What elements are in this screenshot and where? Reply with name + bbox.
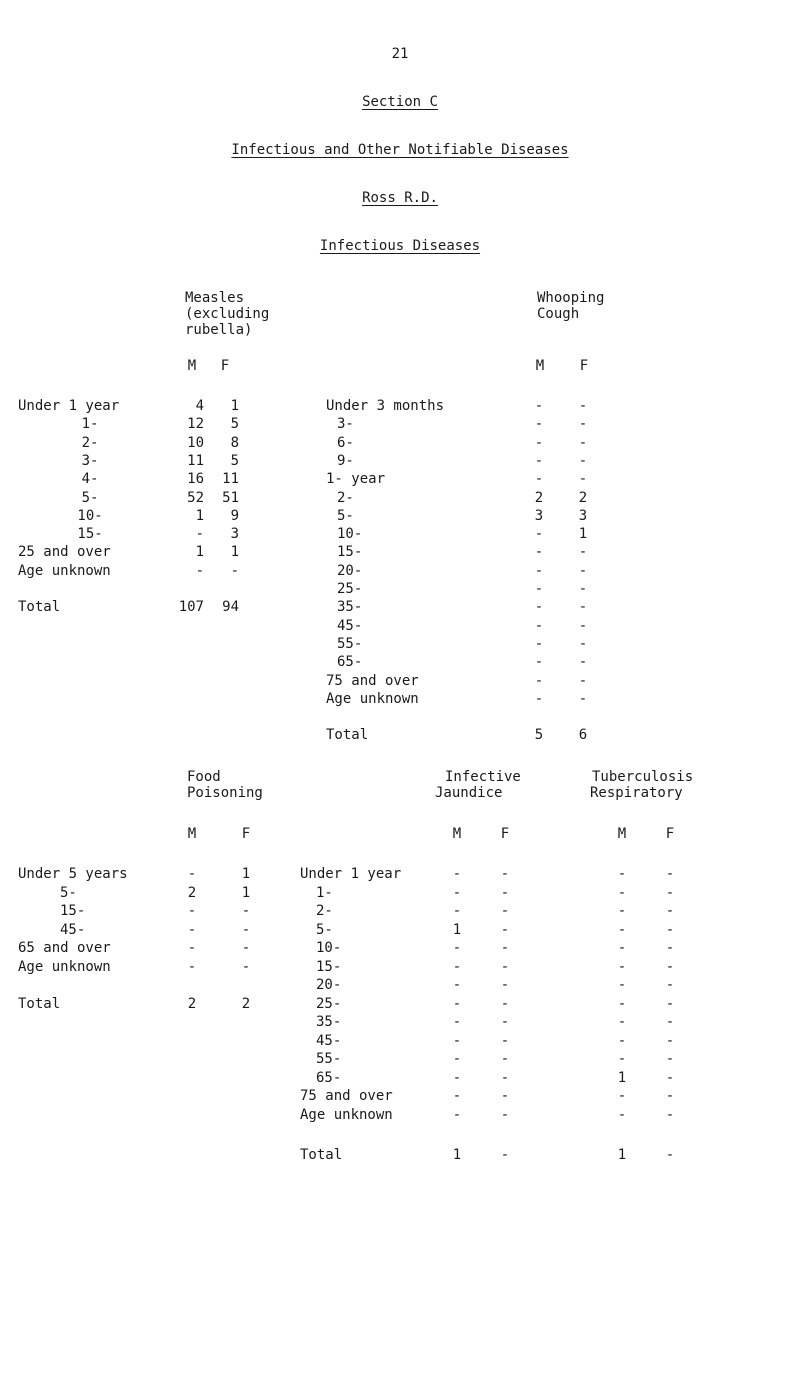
whooping-age-label: 10- [337,526,363,543]
measles-total-label: Total [18,599,61,616]
food-col-f: F [241,826,251,842]
jaundice-age-label: 65- [316,1069,342,1086]
tb-col-f: F [665,826,675,842]
food-age-label: 15- [60,903,86,919]
measles-f-value: 5 [230,416,239,433]
page-number: 21 [391,46,409,62]
measles-age-label: 15- [77,526,103,543]
tb-m-value: 1 [617,1069,627,1086]
whooping-row [0,508,800,526]
whooping-m-value: - [534,617,544,634]
whooping-age-label: 75 and over [326,672,419,689]
tb-m-value: - [617,1106,627,1123]
district-title: Ross R.D. [362,190,438,206]
tb-m-value: - [617,958,627,975]
jaundice-age-label: 45- [316,1032,342,1049]
jaundice-total-row [0,1147,800,1165]
jaundice-m-value: 1 [452,921,462,938]
whooping-age-label: 25- [337,581,363,597]
whooping-row [0,526,800,544]
jaundice-total-f: - [500,1146,510,1163]
tb-f-value: - [665,866,675,882]
measles-f-value: 51 [222,489,239,506]
measles-age-label: 10- [77,507,103,524]
jaundice-age-label: 35- [316,1014,342,1030]
food-col-m: M [187,826,197,842]
whooping-age-label: 1- year [326,471,386,488]
jaundice-total-m: 1 [452,1146,462,1163]
tb-f-value: - [665,940,675,956]
food-f-value: 1 [241,884,251,901]
food-age-label: 65 and over [18,940,111,956]
tb-f-value: - [665,977,675,993]
whooping-age-label: Under 3 months [326,398,445,414]
food-f-value: - [241,921,251,938]
whooping-m-value: - [534,690,544,707]
whooping-f-value: - [578,416,588,433]
tb-f-value: - [665,884,675,901]
whooping-heading-2: Cough [537,306,580,322]
whooping-age-label: 5- [337,507,354,524]
measles-m-value: 16 [187,471,204,488]
measles-m-value: 1 [195,507,204,524]
measles-f-value: - [230,562,239,579]
jaundice-age-label: 15- [316,958,342,975]
whooping-row [0,636,800,654]
whooping-m-value: - [534,398,544,414]
jaundice-heading-2: Jaundice [435,785,503,801]
measles-f-value: 1 [230,544,239,561]
whooping-total-f: 6 [578,727,588,744]
subtitle: Infectious Diseases [319,238,481,254]
jaundice-m-value: - [452,1088,462,1104]
measles-m-value: 10 [187,434,204,451]
jaundice-f-value: - [500,903,510,919]
tb-f-value: - [665,958,675,975]
food-age-label: Under 5 years [18,866,128,882]
measles-age-label: 3- [81,452,99,469]
whooping-f-value: - [578,471,588,488]
jaundice-age-label: 20- [316,977,342,993]
measles-age-label: 2- [81,434,99,451]
jaundice-f-value: - [500,1032,510,1049]
tb-f-value: - [665,1088,675,1104]
whooping-f-value: - [578,690,588,707]
whooping-age-label: 45- [337,617,363,634]
tb-total-m: 1 [617,1146,627,1163]
food-total-label: Total [18,995,61,1012]
whooping-age-label: 55- [337,635,363,652]
whooping-age-label: 15- [337,544,363,561]
whooping-m-value: - [534,581,544,597]
food-age-label: Age unknown [18,958,111,975]
tb-m-value: - [617,995,627,1012]
food-m-value: - [187,903,197,919]
measles-total-m: 107 [178,599,204,616]
whooping-m-value: - [534,471,544,488]
tb-f-value: - [665,903,675,919]
whooping-age-label: 2- [337,489,354,506]
food-m-value: - [187,921,197,938]
whooping-age-label: 20- [337,562,363,579]
food-f-value: - [241,958,251,975]
tb-f-value: - [665,1106,675,1123]
jaundice-row [0,903,800,921]
whooping-f-value: - [578,581,588,597]
whooping-f-value: - [578,452,588,469]
measles-age-label: 4- [81,471,99,488]
whooping-row [0,544,800,562]
measles-m-value: - [195,562,204,579]
tb-m-value: - [617,1051,627,1067]
whooping-total-row [0,727,800,745]
jaundice-m-value: - [452,884,462,901]
tb-m-value: - [617,977,627,993]
measles-f-value: 3 [230,526,239,543]
jaundice-f-value: - [500,866,510,882]
measles-m-value: 11 [187,452,204,469]
tb-f-value: - [665,1032,675,1049]
whooping-total-m: 5 [534,727,544,744]
measles-age-label: 25 and over [18,544,111,561]
jaundice-row [0,959,800,977]
jaundice-f-value: - [500,958,510,975]
whooping-col-m: M [535,358,545,374]
whooping-f-value: - [578,635,588,652]
tb-col-m: M [617,826,627,842]
whooping-row [0,673,800,691]
jaundice-row [0,940,800,958]
jaundice-m-value: - [452,1014,462,1030]
tb-m-value: - [617,884,627,901]
measles-m-value: 12 [187,416,204,433]
whooping-m-value: - [534,672,544,689]
food-age-label: 45- [60,921,86,938]
measles-heading-1: Measles [185,290,245,306]
measles-f-value: 8 [230,434,239,451]
whooping-m-value: - [534,526,544,543]
whooping-m-value: 3 [534,507,544,524]
jaundice-age-label: 25- [316,995,342,1012]
jaundice-row [0,885,800,903]
tb-m-value: - [617,921,627,938]
jaundice-row [0,1088,800,1106]
whooping-f-value: - [578,654,588,671]
jaundice-total-label: Total [300,1146,343,1163]
whooping-f-value: - [578,617,588,634]
jaundice-age-label: 5- [316,921,333,938]
jaundice-f-value: - [500,1014,510,1030]
food-m-value: - [187,958,197,975]
tb-m-value: - [617,903,627,919]
whooping-m-value: - [534,416,544,433]
food-heading-1: Food [187,769,221,785]
jaundice-f-value: - [500,995,510,1012]
jaundice-f-value: - [500,1106,510,1123]
whooping-row [0,691,800,709]
measles-age-label: Age unknown [18,562,111,579]
whooping-f-value: - [578,562,588,579]
whooping-heading-1: Whooping [537,290,605,306]
food-f-value: - [241,903,251,919]
food-f-value: 1 [241,866,251,882]
food-heading-2: Poisoning [187,785,263,801]
jaundice-age-label: 55- [316,1051,342,1067]
whooping-m-value: - [534,562,544,579]
jaundice-m-value: - [452,1032,462,1049]
jaundice-f-value: - [500,1069,510,1086]
jaundice-f-value: - [500,884,510,901]
food-total-m: 2 [187,995,197,1012]
jaundice-age-label: 10- [316,940,342,956]
whooping-row [0,563,800,581]
whooping-f-value: 1 [578,526,588,543]
tb-m-value: - [617,1014,627,1030]
tb-heading-1: Tuberculosis [592,769,694,785]
measles-heading-2: (excluding [185,306,270,322]
whooping-f-value: - [578,599,588,616]
measles-age-label: 5- [81,489,99,506]
tb-f-value: - [665,1069,675,1086]
whooping-f-value: 2 [578,489,588,506]
measles-col-f: F [220,358,230,374]
jaundice-col-f: F [500,826,510,842]
whooping-age-label: 35- [337,599,363,616]
jaundice-row [0,866,800,884]
jaundice-age-label: 2- [316,903,333,919]
jaundice-age-label: 1- [316,884,333,901]
whooping-row [0,398,800,416]
measles-f-value: 11 [222,471,239,488]
jaundice-age-label: Under 1 year [300,866,402,882]
whooping-age-label: 3- [337,416,354,433]
tb-f-value: - [665,1051,675,1067]
whooping-row [0,453,800,471]
measles-m-value: 1 [195,544,204,561]
whooping-age-label: 9- [337,452,354,469]
jaundice-m-value: - [452,866,462,882]
whooping-f-value: - [578,672,588,689]
whooping-row [0,618,800,636]
jaundice-row [0,1070,800,1088]
whooping-row [0,435,800,453]
tb-m-value: - [617,940,627,956]
tb-f-value: - [665,1014,675,1030]
tb-m-value: - [617,866,627,882]
section-title: Section C [362,94,438,110]
whooping-f-value: - [578,434,588,451]
jaundice-m-value: - [452,1051,462,1067]
whooping-row [0,471,800,489]
jaundice-f-value: - [500,977,510,993]
jaundice-row [0,1033,800,1051]
tb-m-value: - [617,1032,627,1049]
measles-f-value: 1 [230,398,239,414]
whooping-m-value: - [534,544,544,561]
whooping-row [0,599,800,617]
measles-m-value: 4 [195,398,204,414]
tb-f-value: - [665,921,675,938]
food-m-value: 2 [187,884,197,901]
whooping-m-value: - [534,452,544,469]
whooping-age-label: 65- [337,654,363,671]
measles-col-m: M [187,358,197,374]
whooping-m-value: - [534,635,544,652]
measles-total-f: 94 [222,599,239,616]
jaundice-m-value: - [452,1069,462,1086]
jaundice-m-value: - [452,958,462,975]
whooping-m-value: 2 [534,489,544,506]
whooping-row [0,581,800,599]
jaundice-m-value: - [452,903,462,919]
whooping-m-value: - [534,654,544,671]
jaundice-row [0,1014,800,1032]
whooping-row [0,416,800,434]
food-m-value: - [187,866,197,882]
jaundice-f-value: - [500,940,510,956]
whooping-m-value: - [534,599,544,616]
food-total-f: 2 [241,995,251,1012]
jaundice-row [0,922,800,940]
measles-f-value: 5 [230,452,239,469]
whooping-age-label: 6- [337,434,354,451]
whooping-f-value: - [578,544,588,561]
whooping-row [0,654,800,672]
jaundice-m-value: - [452,940,462,956]
main-title: Infectious and Other Notifiable Diseases [231,142,569,158]
jaundice-age-label: 75 and over [300,1088,393,1104]
jaundice-row [0,1051,800,1069]
tb-f-value: - [665,995,675,1012]
jaundice-f-value: - [500,921,510,938]
jaundice-f-value: - [500,1088,510,1104]
jaundice-col-m: M [452,826,462,842]
measles-heading-3: rubella) [185,322,253,338]
whooping-col-f: F [579,358,589,374]
tb-heading-2: Respiratory [590,785,683,801]
whooping-age-label: Age unknown [326,690,419,707]
measles-m-value: 52 [187,489,204,506]
jaundice-row [0,1107,800,1125]
food-f-value: - [241,940,251,956]
whooping-m-value: - [534,434,544,451]
whooping-f-value: 3 [578,507,588,524]
jaundice-age-label: Age unknown [300,1106,393,1123]
jaundice-row [0,996,800,1014]
tb-total-f: - [665,1146,675,1163]
jaundice-m-value: - [452,995,462,1012]
jaundice-m-value: - [452,977,462,993]
food-m-value: - [187,940,197,956]
jaundice-row [0,977,800,995]
tb-m-value: - [617,1088,627,1104]
whooping-total-label: Total [326,727,369,744]
measles-age-label: Under 1 year [18,398,120,414]
whooping-f-value: - [578,398,588,414]
whooping-row [0,490,800,508]
measles-m-value: - [195,526,204,543]
food-age-label: 5- [60,884,77,901]
jaundice-f-value: - [500,1051,510,1067]
jaundice-heading-1: Infective [445,769,521,785]
jaundice-m-value: - [452,1106,462,1123]
measles-age-label: 1- [81,416,99,433]
measles-f-value: 9 [230,507,239,524]
